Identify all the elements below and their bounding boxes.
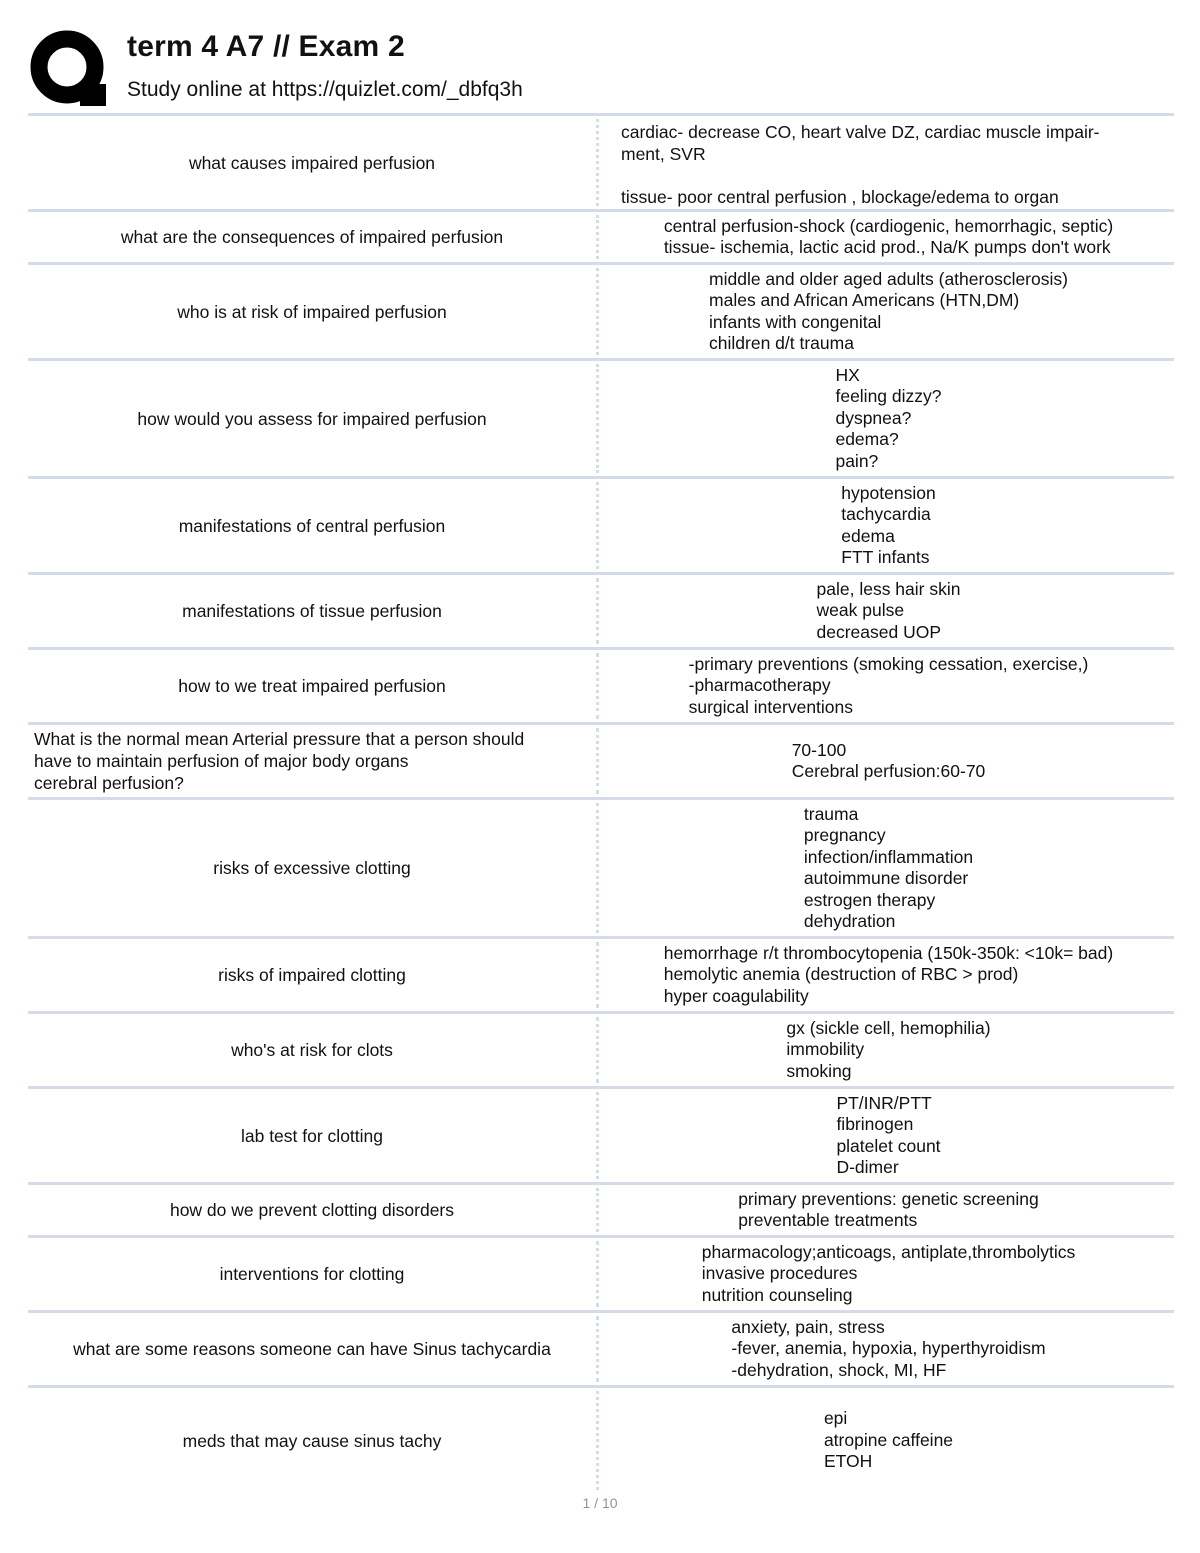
flashcard-row [28,361,1174,479]
column-divider [596,364,603,473]
card-term: who's at risk for clots [231,1040,393,1060]
flashcard-row [28,1313,1174,1388]
flashcard-row [28,479,1174,575]
flashcard-row [28,800,1174,939]
card-term: meds that may cause sinus tachy [182,1430,442,1451]
column-divider [596,268,603,355]
flashcard-row [28,212,1174,265]
card-term: What is the normal mean Arterial pressure that a person should have to maintain perfusion of major body organs cerebral perfusion? [34,729,525,793]
page-number: 1 / 10 [582,1495,618,1511]
column-divider [596,1017,603,1083]
column-divider [596,482,603,569]
card-definition: epi atropine caffeine ETOH [823,1408,954,1472]
card-definition: gx (sickle cell, hemophilia) immobility smoking [786,1017,991,1081]
card-term: manifestations of tissue perfusion [182,601,442,621]
card-term: interventions for clotting [219,1264,405,1284]
flashcard-table [28,113,1174,1493]
flashcard-row [28,116,1174,212]
document-title: term 4 A7 // Exam 2 [127,30,405,63]
flashcard-row [28,1185,1174,1238]
flashcard-row [28,1238,1174,1313]
column-divider [596,119,603,206]
card-definition: -primary preventions (smoking cessation, exercise,) -pharmacotherapy surgical interventions [688,653,1089,717]
card-term: how would you assess for impaired perfusion [137,408,487,429]
quizlet-logo-icon [30,30,108,108]
card-definition: pharmacology;anticoags, antiplate,thrombolytics invasive procedures nutrition counseling [701,1241,1076,1305]
flashcard-row [28,1089,1174,1185]
card-definition: PT/INR/PTT fibrinogen platelet count D-dimer [836,1092,941,1177]
column-divider [596,1316,603,1382]
column-divider [596,1391,603,1490]
flashcard-row [28,1388,1174,1493]
card-definition: HX feeling dizzy? dyspnea? edema? pain? [835,364,942,471]
card-definition: hypotension tachycardia edema FTT infants [841,482,936,567]
card-definition: cardiac- decrease CO, heart valve DZ, cardiac muscle impair- ment, SVR tissue- poor central perfusion , blockage/edema to organ [621,122,1100,207]
study-online-link[interactable]: Study online at https://quizlet.com/_dbfq3h [127,78,523,101]
column-divider [596,1092,603,1179]
card-term: lab test for clotting [240,1125,384,1146]
column-divider [596,728,603,794]
card-definition: trauma pregnancy infection/inflammation autoimmune disorder estrogen therapy dehydration [803,803,974,931]
column-divider [596,803,603,933]
column-divider [596,942,603,1008]
card-definition: primary preventions: genetic screening preventable treatments [738,1188,1039,1230]
card-term: who is at risk of impaired perfusion [177,301,447,322]
card-term: manifestations of central perfusion [178,515,446,536]
flashcard-row [28,650,1174,725]
card-definition: middle and older aged adults (atherosclerosis) males and African Americans (HTN,DM) infants with congenital children d/t trauma [709,268,1068,353]
flashcard-row [28,265,1174,361]
card-term: what are some reasons someone can have Sinus tachycardia [73,1339,551,1359]
flashcard-row [28,725,1174,800]
column-divider [596,1241,603,1307]
card-definition: pale, less hair skin weak pulse decreased UOP [816,578,961,642]
card-definition: central perfusion-shock (cardiogenic, hemorrhagic, septic) tissue- ischemia, lactic acid prod., Na/K pumps don't work [663,215,1114,257]
column-divider [596,1188,603,1232]
card-term: risks of excessive clotting [213,858,411,878]
flashcard-row [28,1014,1174,1089]
flashcard-row [28,939,1174,1014]
card-definition: anxiety, pain, stress -fever, anemia, hypoxia, hyperthyroidism -dehydration, shock, MI, HF [731,1316,1046,1380]
card-term: risks of impaired clotting [218,965,406,985]
card-term: what are the consequences of impaired perfusion [120,227,504,247]
card-term: how to we treat impaired perfusion [178,676,446,696]
column-divider [596,653,603,719]
page-header [0,0,1200,112]
card-term: how do we prevent clotting disorders [169,1200,455,1220]
column-divider [596,578,603,644]
card-term: what causes impaired perfusion [188,152,436,173]
card-definition: 70-100 Cerebral perfusion:60-70 [791,739,986,781]
column-divider [596,215,603,259]
flashcard-row [28,575,1174,650]
card-definition: hemorrhage r/t thrombocytopenia (150k-350k: <10k= bad) hemolytic anemia (destruction of RBC > prod) hyper coagulability [663,942,1114,1006]
